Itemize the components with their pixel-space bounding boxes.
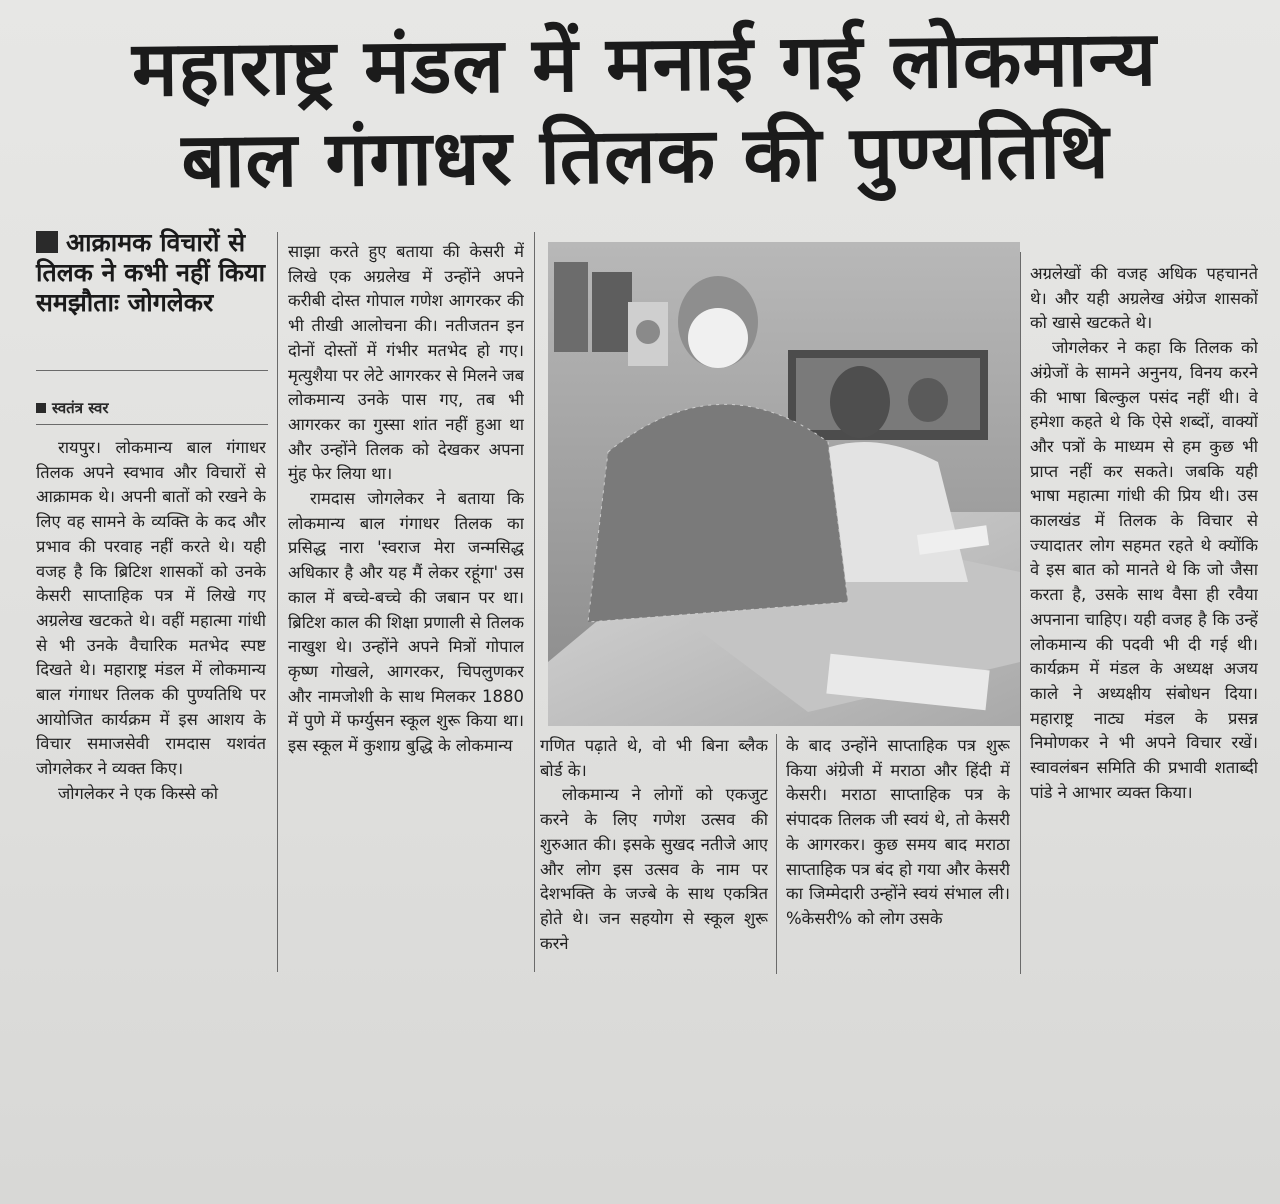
paragraph: लोकमान्य ने लोगों को एकजुट करने के लिए गणेश उत्सव की शुरुआत की। इसके सुखद नतीजे आए और लोग इस उत्सव के नाम पर देशभक्ति के जज्बे के साथ एकत्रित होते थे। जन सहयोग से स्कूल शुरू करने — [540, 785, 768, 953]
event-photo — [548, 242, 1020, 726]
deck-text: आक्रामक विचारों से तिलक ने कभी नहीं किया समझौताः जोगलेकर — [36, 228, 266, 317]
byline-divider — [36, 424, 268, 425]
article-column-5 — [1030, 262, 1258, 974]
column-divider — [277, 232, 278, 972]
headline — [29, 12, 1261, 209]
event-photo-image — [548, 242, 1020, 726]
article-column-4 — [786, 734, 1010, 974]
paragraph: जोगलेकर ने एक किस्से को — [58, 783, 218, 803]
article-column-1 — [36, 436, 266, 976]
deck-divider — [36, 370, 268, 371]
column-divider — [1020, 252, 1021, 974]
paragraph: के बाद उन्होंने साप्ताहिक पत्र शुरू किया अंग्रेजी में मराठा और हिंदी में केसरी। मराठा साप्ताहिक पत्र के संपादक तिलक जी स्वयं थे, तो केसरी के आगरकर। कुछ समय बाद मराठा साप्ताहिक पत्र बंद हो गया और केसरी का जिम्मेदारी उन्होंने स्वयं संभाल ली। %केसरी% को लोग उसके — [786, 736, 1010, 928]
byline-text: स्वतंत्र स्वर — [52, 399, 109, 417]
paragraph: अग्रलेखों की वजह अधिक पहचानते थे। और यही अग्रलेख अंग्रेज शासकों को खासे खटकते थे। — [1030, 264, 1258, 333]
paragraph: जोगलेकर ने कहा कि तिलक को अंग्रेजों के सामने अनुनय, विनय करने की भाषा बिल्कुल पसंद नहीं थी। वे हमेशा कहते थे कि ऐसे शब्दों, वाक्यों और पत्रों के माध्यम से हम कुछ भी प्राप्त नहीं कर सकते। जबकि यही भाषा महात्मा गांधी की प्रिय थी। उस कालखंड में तिलक के विचार से ज्यादातर लोग सहमत रहते थे क्योंकि वे इस बात को मानते थे कि जो जैसा करता है, उसके साथ वैसा ही रवैया अपनाना चाहिए। यही वजह है कि उन्हें लोकमान्य की पदवी भी दी गई थी। कार्यक्रम में मंडल के अध्यक्ष अजय काले ने अध्यक्षीय संबोधन दिया। महाराष्ट्र नाट्य मंडल के प्रसन्न निमोणकर ने भी अपने विचार रखें। स्वावलंबन समिति की प्रभावी शताब्दी पांडे ने आभार व्यक्त किया। — [1030, 338, 1258, 802]
headline-line-2: बाल गंगाधर तिलक की पुण्यतिथि — [180, 106, 1110, 205]
column-divider — [534, 232, 535, 972]
paragraph: रायपुर। लोकमान्य बाल गंगाधर तिलक अपने स्वभाव और विचारों से आक्रामक थे। अपनी बातों को रखने के लिए वह सामने के व्यक्ति के कद और प्रभाव की परवाह नहीं करते थे। यही वजह है कि ब्रिटिश शासकों को उनके केसरी साप्ताहिक पत्र में लिखे गए अग्रलेख खटकते थे। वहीं महात्मा गांधी से भी उनके वैचारिक मतभेद स्पष्ट दिखते थे। महाराष्ट्र मंडल में लोकमान्य बाल गंगाधर तिलक की पुण्यतिथि पर आयोजित कार्यक्रम में इस आशय के विचार समाजसेवी रामदास यशवंत जोगलेकर ने व्यक्त किए। — [36, 438, 266, 779]
bullet-square-icon — [36, 231, 58, 253]
paragraph: रामदास जोगलेकर ने बताया कि लोकमान्य बाल गंगाधर तिलक का प्रसिद्ध नारा 'स्वराज मेरा जन्मसिद्ध अधिकार है और यह मैं लेकर रहूंगा' उस काल में बच्चे-बच्चे की जबान पर था। ब्रिटिश काल की शिक्षा प्रणाली से तिलक नाखुश थे। उन्होंने अपने मित्रों गोपाल कृष्ण गोखले, आगरकर, चिपलुणकर और नामजोशी के साथ मिलकर 1880 में पुणे में फर्ग्युसन स्कूल शुरू किया था। इस स्कूल में कुशाग्र बुद्धि के लोकमान्य — [288, 489, 524, 756]
paragraph: गणित पढ़ाते थे, वो भी बिना ब्लैक बोर्ड के। — [540, 736, 768, 780]
byline — [36, 398, 268, 418]
bullet-square-icon — [36, 403, 46, 413]
headline-line-1: महाराष्ट्र मंडल में मनाई गई लोकमान्य — [131, 13, 1158, 114]
paragraph: साझा करते हुए बताया की केसरी में लिखे एक अग्रलेख में उन्होंने अपने करीबी दोस्त गोपाल गणेश आगरकर की भी तीखी आलोचना की। नतीजतन इन दोनों दोस्तों में गंभीर मतभेद हो गए। मृत्युशैया पर लेटे आगरकर से मिलने जब लोकमान्य उनके पास गए, तब भी आगरकर का गुस्सा शांत नहीं हुआ था और उन्होंने तिलक को देखकर अपना मुंह फेर लिया था। — [288, 242, 524, 484]
deck-subheading — [36, 228, 268, 318]
article-column-3 — [540, 734, 768, 974]
column-divider — [776, 734, 777, 974]
article-column-2 — [288, 240, 524, 980]
